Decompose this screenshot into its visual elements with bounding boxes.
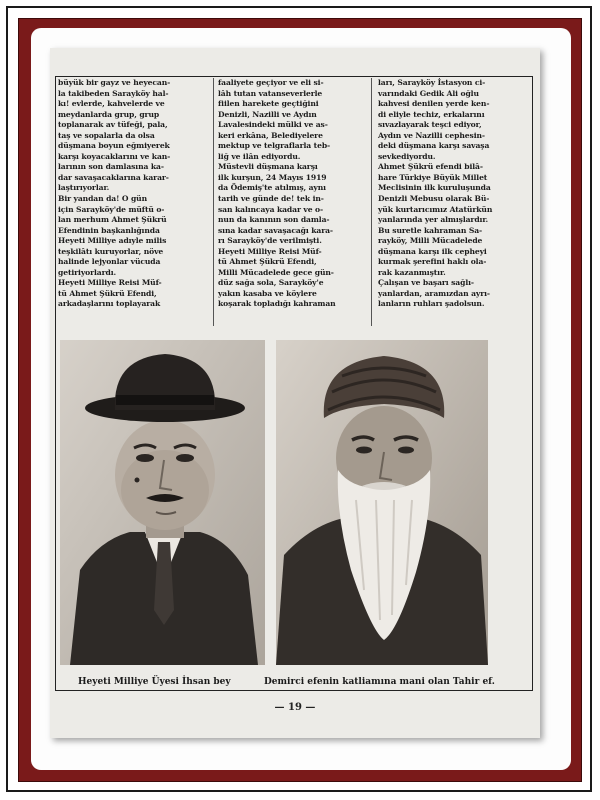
article-columns <box>58 78 528 328</box>
column-divider <box>371 78 372 326</box>
article-text-1: büyük bir gayz ve heyecan- la takibeden Sarayköy hal- kı! evlerde, kahvelerde ve meydanlarda grup, grup toplanarak av tüfeği, pala, taş ve sopalarla da olsa düşmana boyun eğmiyerek karşı koyacaklarını ve kan- larının son damlasına ka- dar savaşacaklarına karar- laştırıyorlar. Bir yandan da! O gün için Sarayköy'de müftü o- lan merhum Ahmet Şükrü Efendinin başkanlığında Heyeti Milliye adıyle milis teşkilâtı kuruyorlar, növe halinde lejyonlar vücuda getiriyorlardı. Heyeti Milliye Reisi Müf- tü Ahmet Şükrü Efendi, arkadaşlarını toplayarak <box>58 78 171 309</box>
article-column-2 <box>218 78 368 328</box>
article-text-3: ları, Sarayköy İstasyon ci- varındaki Gedik Ali oğlu kahvesi denilen yerde ken- di eliyle techiz, erkalarını sıvazlayarak teşci ediyor, Aydın ve Nazilli cephesin- deki düşmana karşı savaşa sevkediyordu. Ahmet Şükrü efendi bilâ- hare Türkiye Büyük Millet Meclisinin ilk kuruluşunda Denizli Mebusu olarak Bü- yük kurtarıcımız Atatürkün yanlarında yer almışlardır. Bu suretle kahraman Sa- rayköy, Milli Mücadelede düşmana karşı ilk cepheyi kurmak şerefini haklı ola- rak kazanmıştır. Çalışan ve başarı sağlı- yanlardan, aramızdan ayrı- lanların ruhları şadolsun. <box>378 78 493 309</box>
caption-right: Demirci efenin katliamına mani olan Tahir ef. <box>264 677 495 687</box>
portrait-tahir-ef <box>276 340 488 665</box>
article-text-2: faaliyete geçiyor ve eli si- lâh tutan vatanseverlerle fiilen harekete geçtiğini Denizli, Nazilli ve Aydın Lavalesindeki mülki ve as- keri erkâna, Belediyelere mektup ve telgraflarla teb- liğ ve ilân ediyordu. Müstevli düşmana karşı ilk kurşun, 24 Mayıs 1919 da Ödemiş'te atılmış, aynı tarih ve günde de! tek in- san kalıncaya kadar ve o- nun da kanının son damla- sına kadar savaşacağı kara- rı Sarayköy'de verilmişti. Heyeti Milliye Reisi Müf- tü Ahmet Şükrü Efendi, Milli Mücadelede gece gün- düz sağa sola, Sarayköy'e yakın kasaba ve köylere koşarak topladığı kahraman <box>218 78 336 309</box>
caption-left: Heyeti Milliye Üyesi İhsan bey <box>78 677 231 687</box>
scanned-page <box>50 48 540 738</box>
article-column-1 <box>58 78 208 328</box>
column-divider <box>213 78 214 326</box>
page-number: — 19 — <box>274 702 316 713</box>
article-column-3 <box>378 78 528 328</box>
portrait-ihsan-bey <box>60 340 265 665</box>
